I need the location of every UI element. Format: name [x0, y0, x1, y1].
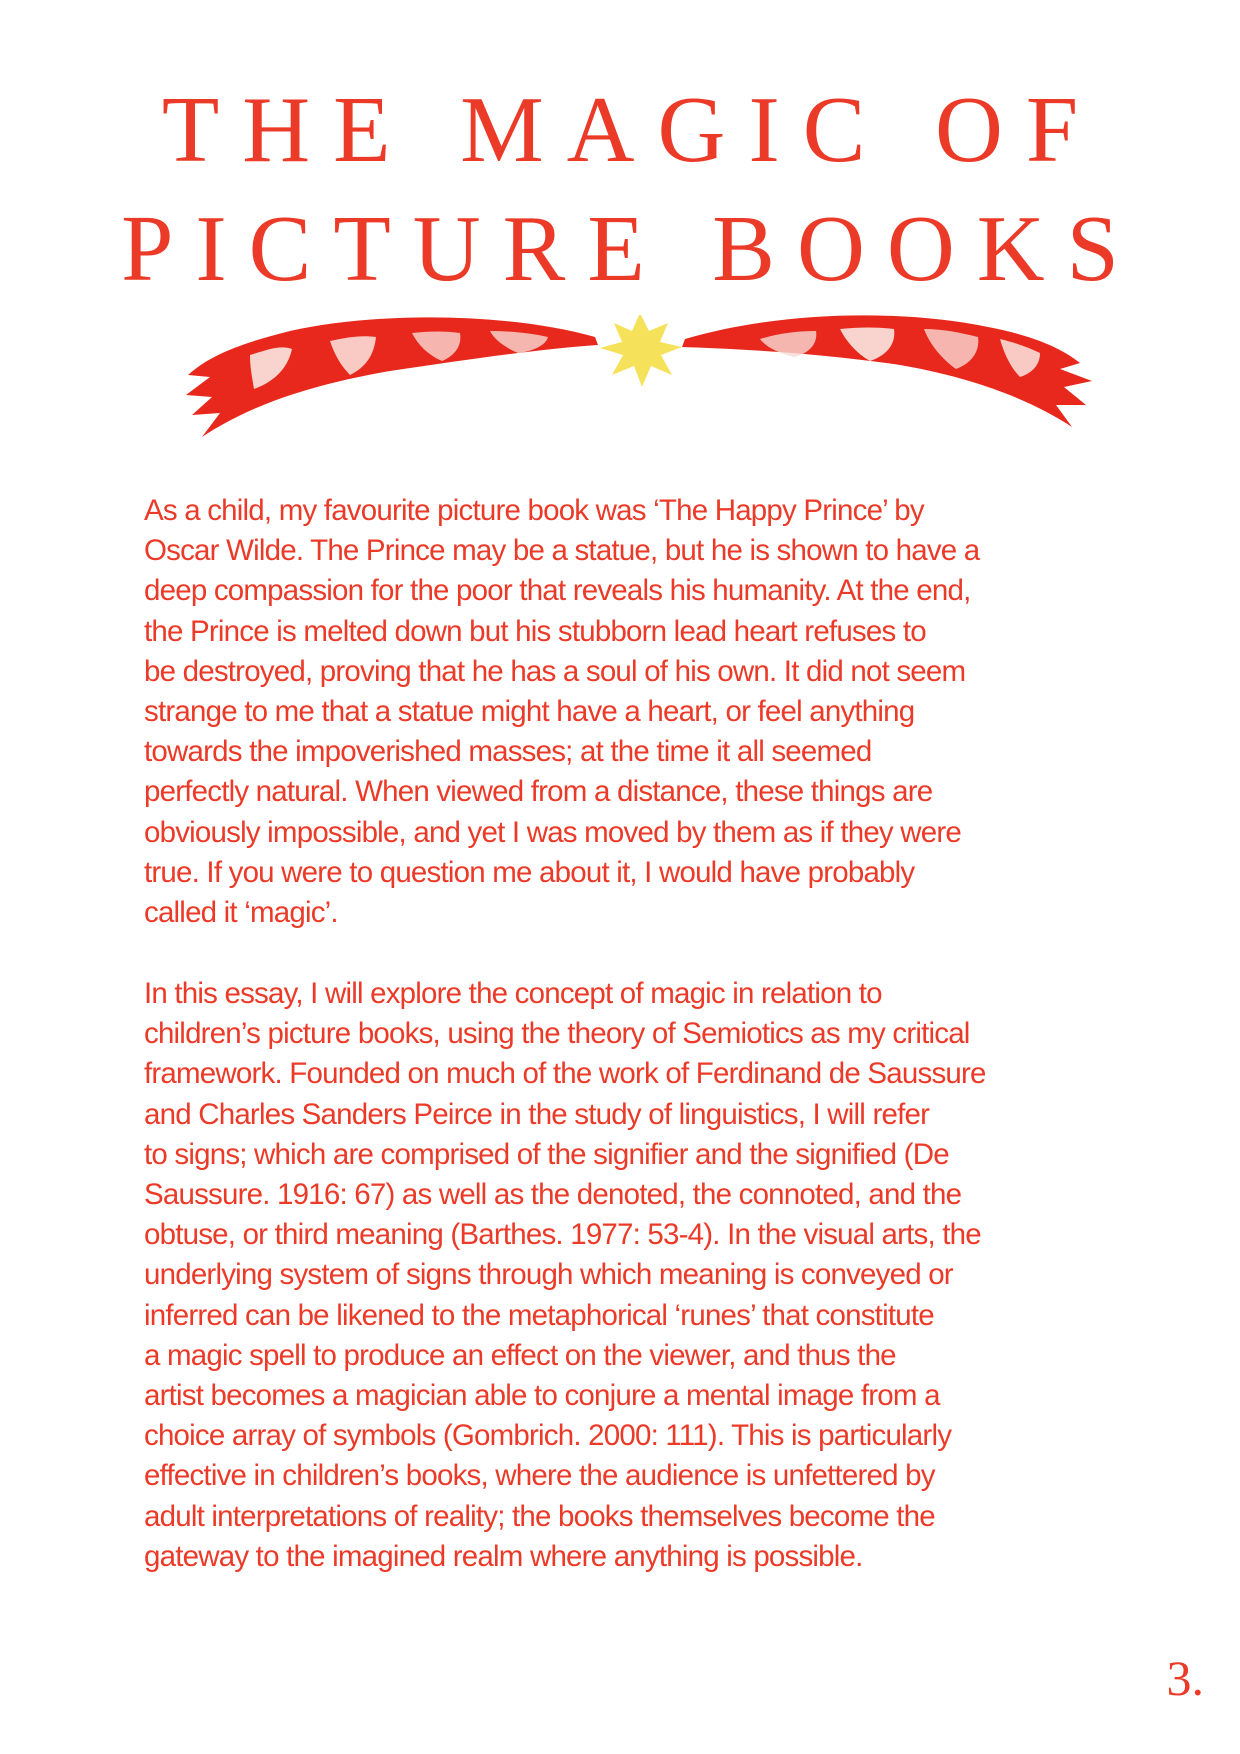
text-line: adult interpretations of reality; the books themselves become the: [144, 1499, 935, 1533]
star: [600, 315, 682, 387]
text-line: true. If you were to question me about it, I would have probably: [144, 855, 915, 889]
paragraph-1: [144, 491, 1104, 933]
text-line: framework. Founded on much of the work of Ferdinand de Saussure: [144, 1057, 986, 1091]
paragraph-2: [144, 974, 1104, 1577]
text-line: obviously impossible, and yet I was moved by them as if they were: [144, 815, 962, 849]
text-line: underlying system of signs through which meaning is conveyed or: [144, 1258, 953, 1292]
text-line: obtuse, or third meaning (Barthes. 1977: 53-4). In the visual arts, the: [144, 1218, 981, 1252]
text-line: Oscar Wilde. The Prince may be a statue, but he is shown to have a: [144, 534, 980, 568]
text-line: strange to me that a statue might have a heart, or feel anything: [144, 695, 915, 729]
text-line: called it ‘magic’.: [144, 896, 338, 930]
text-line: effective in children’s books, where the audience is unfettered by: [144, 1459, 935, 1493]
text-line: and Charles Sanders Peirce in the study of linguistics, I will refer: [144, 1097, 930, 1131]
text-line: gateway to the imagined realm where anything is possible.: [144, 1539, 863, 1573]
page-title-line-2: PICTURE BOOKS: [121, 197, 1141, 301]
text-line: be destroyed, proving that he has a soul of his own. It did not seem: [144, 654, 966, 688]
star-ribbon-ornament-icon: [180, 315, 1100, 440]
text-line: Saussure. 1916: 67) as well as the denoted, the connoted, and the: [144, 1178, 962, 1212]
page-title-line-1: THE MAGIC OF: [161, 78, 1102, 182]
text-line: to signs; which are comprised of the signifier and the signified (De: [144, 1137, 949, 1171]
text-line: inferred can be likened to the metaphorical ‘runes’ that constitute: [144, 1298, 934, 1332]
page-number: 3.: [1166, 1650, 1204, 1706]
text-line: towards the impoverished masses; at the time it all seemed: [144, 735, 872, 769]
text-line: In this essay, I will explore the concept of magic in relation to: [144, 977, 882, 1010]
text-line: choice array of symbols (Gombrich. 2000: 111). This is particularly: [144, 1419, 952, 1453]
text-line: perfectly natural. When viewed from a distance, these things are: [144, 775, 933, 809]
text-line: deep compassion for the poor that reveals his humanity. At the end,: [144, 574, 971, 608]
text-line: a magic spell to produce an effect on the viewer, and thus the: [144, 1338, 896, 1372]
text-line: children’s picture books, using the theory of Semiotics as my critical: [144, 1017, 970, 1051]
text-line: As a child, my favourite picture book was ‘The Happy Prince’ by: [144, 494, 924, 527]
text-line: the Prince is melted down but his stubborn lead heart refuses to: [144, 614, 926, 648]
text-line: artist becomes a magician able to conjure a mental image from a: [144, 1379, 940, 1413]
